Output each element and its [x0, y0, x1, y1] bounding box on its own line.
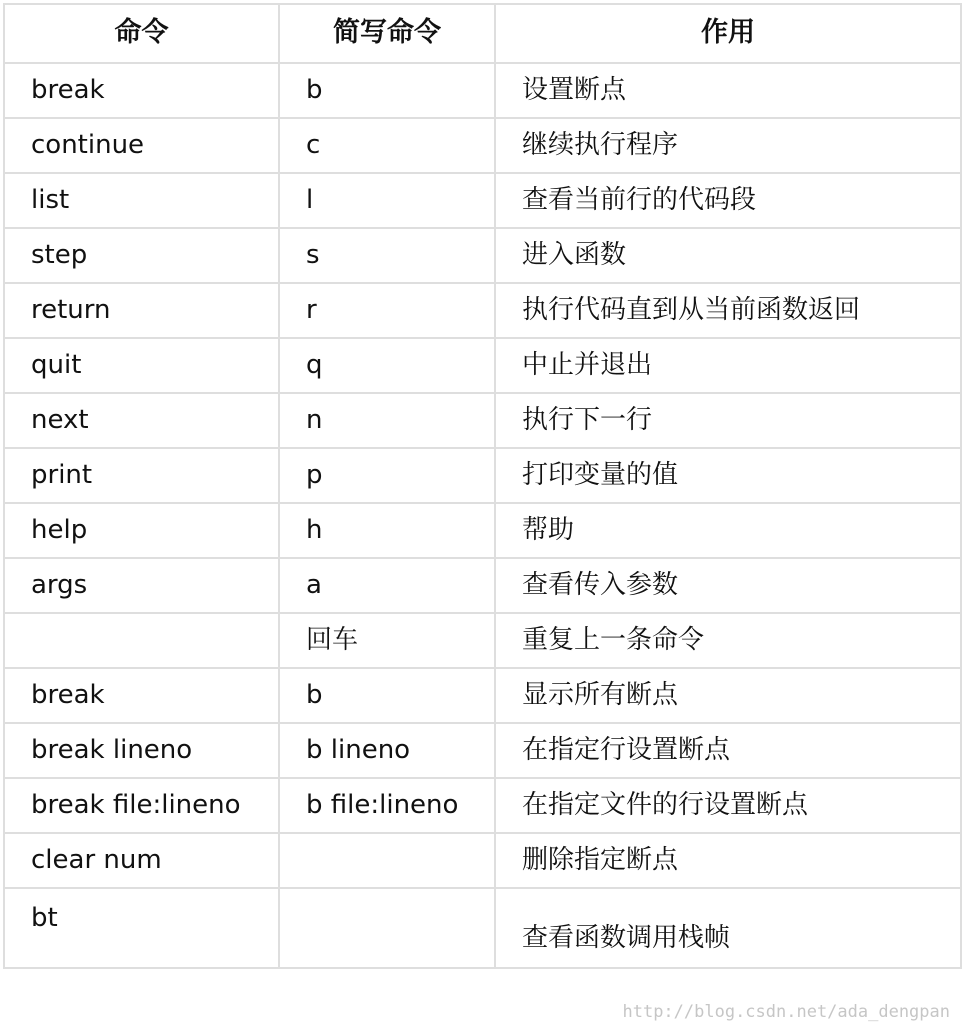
command-cell: args — [4, 558, 279, 613]
short-command-cell: a — [279, 558, 495, 613]
table-row — [4, 228, 961, 283]
description-cell: 继续执行程序 — [495, 118, 961, 173]
command-cell: next — [4, 393, 279, 448]
table-row — [4, 613, 961, 668]
table-body — [4, 63, 961, 968]
short-command-cell: s — [279, 228, 495, 283]
command-cell: return — [4, 283, 279, 338]
description-cell: 在指定文件的行设置断点 — [495, 778, 961, 833]
short-command-cell: l — [279, 173, 495, 228]
table-row — [4, 888, 961, 968]
table-row — [4, 338, 961, 393]
short-command-cell: r — [279, 283, 495, 338]
header-description: 作用 — [495, 4, 961, 63]
description-cell: 设置断点 — [495, 63, 961, 118]
description-cell: 执行下一行 — [495, 393, 961, 448]
command-cell: bt — [4, 888, 279, 968]
description-cell: 进入函数 — [495, 228, 961, 283]
table-row — [4, 63, 961, 118]
command-cell: quit — [4, 338, 279, 393]
table-row — [4, 833, 961, 888]
description-cell: 重复上一条命令 — [495, 613, 961, 668]
table-row — [4, 503, 961, 558]
description-cell: 查看传入参数 — [495, 558, 961, 613]
pdb-command-table — [3, 3, 962, 969]
table-row — [4, 668, 961, 723]
description-cell: 帮助 — [495, 503, 961, 558]
command-cell: break — [4, 63, 279, 118]
table-row — [4, 778, 961, 833]
header-short-command: 简写命令 — [279, 4, 495, 63]
table-row — [4, 723, 961, 778]
command-cell: break lineno — [4, 723, 279, 778]
description-cell: 打印变量的值 — [495, 448, 961, 503]
table-row — [4, 448, 961, 503]
short-command-cell: n — [279, 393, 495, 448]
command-cell: continue — [4, 118, 279, 173]
short-command-cell: q — [279, 338, 495, 393]
table-row — [4, 118, 961, 173]
short-command-cell: p — [279, 448, 495, 503]
short-command-cell: c — [279, 118, 495, 173]
short-command-cell: h — [279, 503, 495, 558]
description-cell: 查看当前行的代码段 — [495, 173, 961, 228]
command-cell: step — [4, 228, 279, 283]
table-row — [4, 283, 961, 338]
description-cell: 显示所有断点 — [495, 668, 961, 723]
short-command-cell: b file:lineno — [279, 778, 495, 833]
short-command-cell: 回车 — [279, 613, 495, 668]
command-cell: print — [4, 448, 279, 503]
watermark-url: http://blog.csdn.net/ada_dengpan — [622, 1002, 950, 1022]
command-cell: help — [4, 503, 279, 558]
short-command-cell: b — [279, 668, 495, 723]
table-row — [4, 173, 961, 228]
description-cell: 执行代码直到从当前函数返回 — [495, 283, 961, 338]
description-cell: 删除指定断点 — [495, 833, 961, 888]
description-cell: 中止并退出 — [495, 338, 961, 393]
table-row — [4, 393, 961, 448]
command-cell: clear num — [4, 833, 279, 888]
short-command-cell: b — [279, 63, 495, 118]
header-command: 命令 — [4, 4, 279, 63]
table-row — [4, 558, 961, 613]
command-cell: break — [4, 668, 279, 723]
command-cell — [4, 613, 279, 668]
short-command-cell — [279, 888, 495, 968]
description-cell: 在指定行设置断点 — [495, 723, 961, 778]
short-command-cell: b lineno — [279, 723, 495, 778]
description-cell: 查看函数调用栈帧 — [495, 888, 961, 968]
table-header — [4, 4, 961, 63]
header-row — [4, 4, 961, 63]
command-cell: list — [4, 173, 279, 228]
command-cell: break file:lineno — [4, 778, 279, 833]
short-command-cell — [279, 833, 495, 888]
